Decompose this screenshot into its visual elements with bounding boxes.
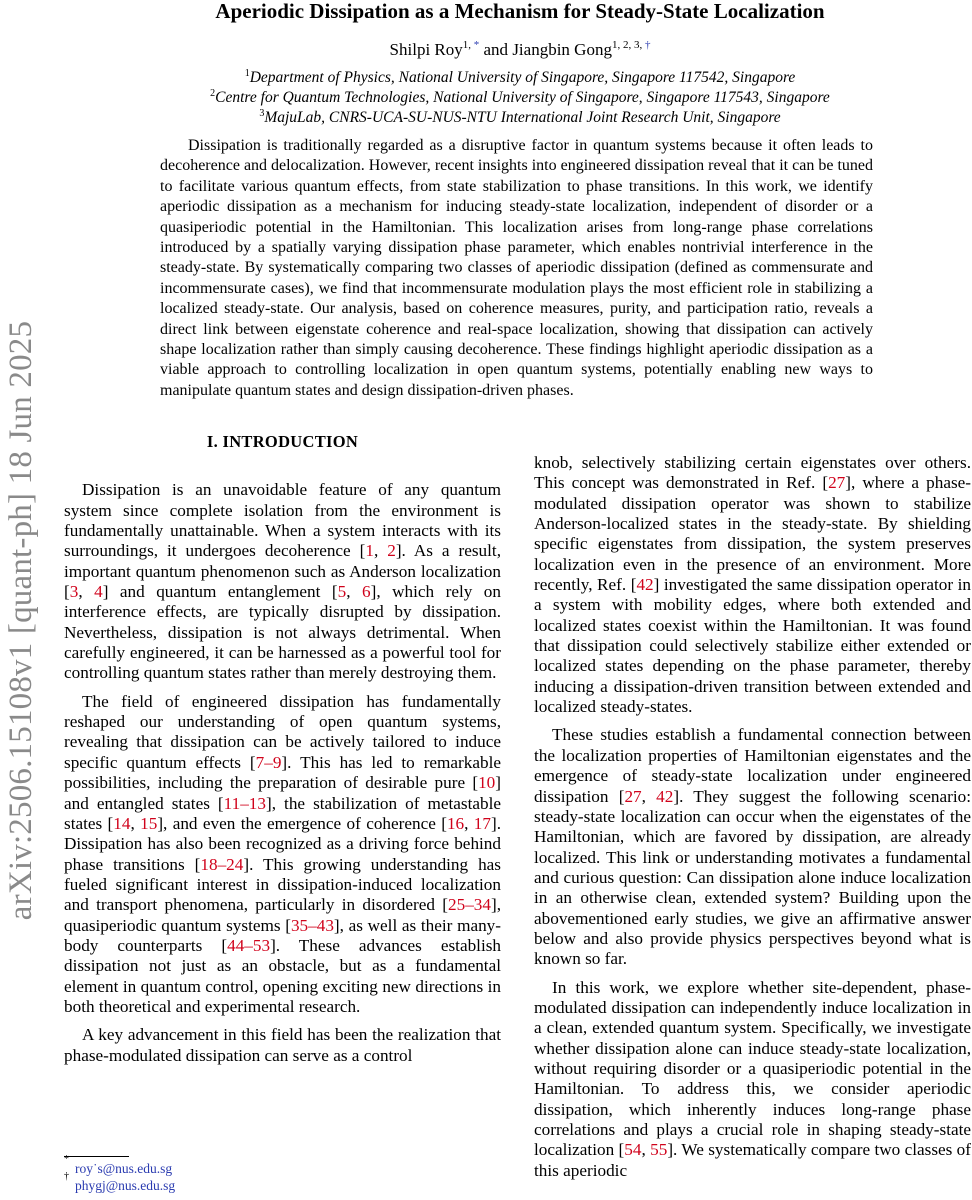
intro-paragraph: A key advancement in this field has been the realization that phase-modulated dissipation can serve as a control xyxy=(64,1025,501,1065)
citation-link[interactable]: 5 xyxy=(337,582,347,602)
citation-link[interactable]: 3 xyxy=(69,582,79,602)
citation-link[interactable]: 7–9 xyxy=(255,752,282,772)
citation-link[interactable]: 54 xyxy=(624,1140,642,1160)
citation-link[interactable]: 25–34 xyxy=(448,895,491,915)
intro-paragraph: The field of engineered dissipation has fundamentally reshaped our understanding of open quantum systems, revealing that dissipation can be actively tailored to induce specific quantum effects [7–9]. This has led to remarkable possibilities, including the preparation of desirable pure [10] and entangled states [11–13], the stabilization of metastable states [14, 15], and even the emergence of coherence [16, 17]. Dissipation has also been recognized as a driving force behind phase transitions [18–24]. This growing understanding has fueled significant interest in dissipation-induced localization and transport phenomena, particularly in disordered [25–34], quasiperiodic quantum systems [35–43], as well as their many-body counterparts [44–53]. These advances establish dissipation not just as an obstacle, but as a fundamental element in quantum control, opening exciting new directions in both theoretical and experimental research. xyxy=(64,691,502,1016)
citation-link[interactable]: 16 xyxy=(446,813,465,833)
citation-link[interactable]: 27 xyxy=(624,786,642,806)
section-heading: I. INTRODUCTION xyxy=(206,432,359,451)
affiliation: $^3$MajuLab, CNRS-UCA-SU-NUS-NTU International Joint Research Unit, Singapore xyxy=(259,108,781,126)
citation-link[interactable]: 18–24 xyxy=(200,854,244,874)
author-footnote-link[interactable]: * xyxy=(473,39,480,51)
footnote xyxy=(64,1171,176,1194)
citation-link[interactable]: 42 xyxy=(636,575,654,595)
author-line xyxy=(160,40,880,60)
intro-paragraph-continued: knob, selectively stabilizing certain eigenstates over others. This concept was demonstrated in Ref. [27], where a phase-modulated dissipation operator was shown to stabilize Anderson-localized states in the steady-state. By shielding specific eigenstates from dissipation, the system preserves localization even in the presence of an environment. More recently, Ref. [42] investigated the same dissipation operator in a system with mobility edges, where both extended and localized states coexist within the Hamiltonian. It was found that dissipation could selectively stabilize either extended or localized states depending on the phase parameter, thereby inducing a dissipation-driven transition between extended and localized steady-states. xyxy=(534,453,972,717)
footnote-email-link[interactable]: roy˙s@nus.edu.sg xyxy=(75,1161,173,1176)
affiliations xyxy=(150,68,890,128)
footnote-email-link[interactable]: phygj@nus.edu.sg xyxy=(75,1178,176,1193)
right-column xyxy=(534,453,971,1181)
footnote xyxy=(64,1154,175,1177)
citation-link[interactable]: 2 xyxy=(387,541,396,561)
footnotes xyxy=(64,1154,176,1194)
citation-link[interactable]: 27 xyxy=(828,473,846,493)
citation-link[interactable]: 4 xyxy=(94,582,103,602)
citation-link[interactable]: 1 xyxy=(365,541,374,561)
author-footnote-link[interactable]: † xyxy=(644,39,651,51)
citation-link[interactable]: 10 xyxy=(478,773,496,793)
citation-link[interactable]: 42 xyxy=(656,786,674,806)
author-name: Shilpi Roy xyxy=(389,40,463,59)
author-name: Jiangbin Gong xyxy=(512,40,612,59)
footnote-rule xyxy=(64,1156,129,1157)
citation-link[interactable]: 17 xyxy=(473,813,491,833)
citation-link[interactable]: 6 xyxy=(362,582,371,602)
author-affiliation-marks: 1, * xyxy=(462,39,480,51)
affiliation: $^2$Centre for Quantum Technologies, National University of Singapore, Singapore 117543, Singapore xyxy=(210,88,830,106)
footnote-mark: * xyxy=(64,1154,69,1165)
citation-link[interactable]: 11–13 xyxy=(223,793,266,813)
citation-link[interactable]: 55 xyxy=(650,1140,668,1160)
citation-link[interactable]: 44–53 xyxy=(227,935,271,955)
author-affiliation-marks: 1, 2, 3, † xyxy=(611,39,651,51)
paper-title: Aperiodic Dissipation as a Mechanism for Steady-State Localization xyxy=(215,0,825,23)
author-conjunction: and xyxy=(479,40,513,59)
citation-link[interactable]: 15 xyxy=(140,813,158,833)
arxiv-sidebar-stamp xyxy=(0,280,44,960)
citation-link[interactable]: 14 xyxy=(113,813,131,833)
left-column xyxy=(64,432,501,1066)
intro-paragraph: These studies establish a fundamental connection between the localization properties of Hamiltonian eigenstates and the emergence of steady-state localization under engineered dissipation [27, 42]. They suggest the following scenario: steady-state localization can occur when the eigenstates of the Hamiltonian, which are favored by dissipation, are already localized. This link or understanding motivates a fundamental and curious question: Can dissipation alone induce localization in an otherwise clean, extended system? Building upon the abovementioned early studies, we give an affirmative answer below and also provide physics perspectives beyond what is known so far. xyxy=(534,725,971,969)
affiliation: $^1$Department of Physics, National University of Singapore, Singapore 117542, Singapore xyxy=(244,68,796,86)
citation-link[interactable]: 35–43 xyxy=(290,915,334,935)
footnote-mark: † xyxy=(64,1171,69,1182)
intro-paragraph: Dissipation is an unavoidable feature of any quantum system since complete isolation from the environment is fundamentally unattainable. When a system interacts with its surroundings, it undergoes decoherence [1, 2]. As a result, important quantum phenomenon such as Anderson localization [3, 4] and quantum entanglement [5, 6], which rely on interference effects, are typically disrupted by dissipation. Nevertheless, dissipation is not always detrimental. When carefully engineered, it can be harnessed as a powerful tool for controlling quantum states rather than merely destroying them. xyxy=(64,480,501,683)
abstract: Dissipation is traditionally regarded as a disruptive factor in quantum systems because it often leads to decoherence and delocalization. However, recent insights into engineered dissipation reveal that it can be tuned to facilitate various quantum effects, from state stabilization to phase transitions. In this work, we identify aperiodic dissipation as a mechanism for inducing steady-state localization, independent of disorder or a quasiperiodic potential in the Hamiltonian. This localization arises from long-range phase correlations introduced by a spatially varying dissipation phase parameter, which enables nontrivial interference in the steady-state. By systematically comparing two classes of aperiodic dissipation (defined as commensurate and incommensurate cases), we find that incommensurate modulation plays the most efficient role in stabilizing a localized steady-state. Our analysis, based on coherence measures, purity, and participation ratio, reveals a direct link between eigenstate coherence and real-space localization, showing that dissipation can actively shape localization rather than simply causing decoherence. These findings highlight aperiodic dissipation as a viable approach to controlling localization in open quantum systems, potentially enabling new ways to manipulate quantum states and design dissipation-driven phases. xyxy=(160,137,873,399)
arxiv-identifier: arXiv:2506.15108v1 [quant-ph] 18 Jun 2025 xyxy=(3,320,40,920)
intro-paragraph: In this work, we explore whether site-dependent, phase-modulated dissipation can independently induce localization in a clean, extended quantum system. Specifically, we investigate whether dissipation alone can induce steady-state localization, without requiring disorder or a quasiperiodic potential in the Hamiltonian. To address this, we consider aperiodic dissipation, which inherently induces long-range phase correlations and plays a crucial role in shaping steady-state localization [54, 55]. We systematically compare two classes of this aperiodic xyxy=(534,977,972,1180)
